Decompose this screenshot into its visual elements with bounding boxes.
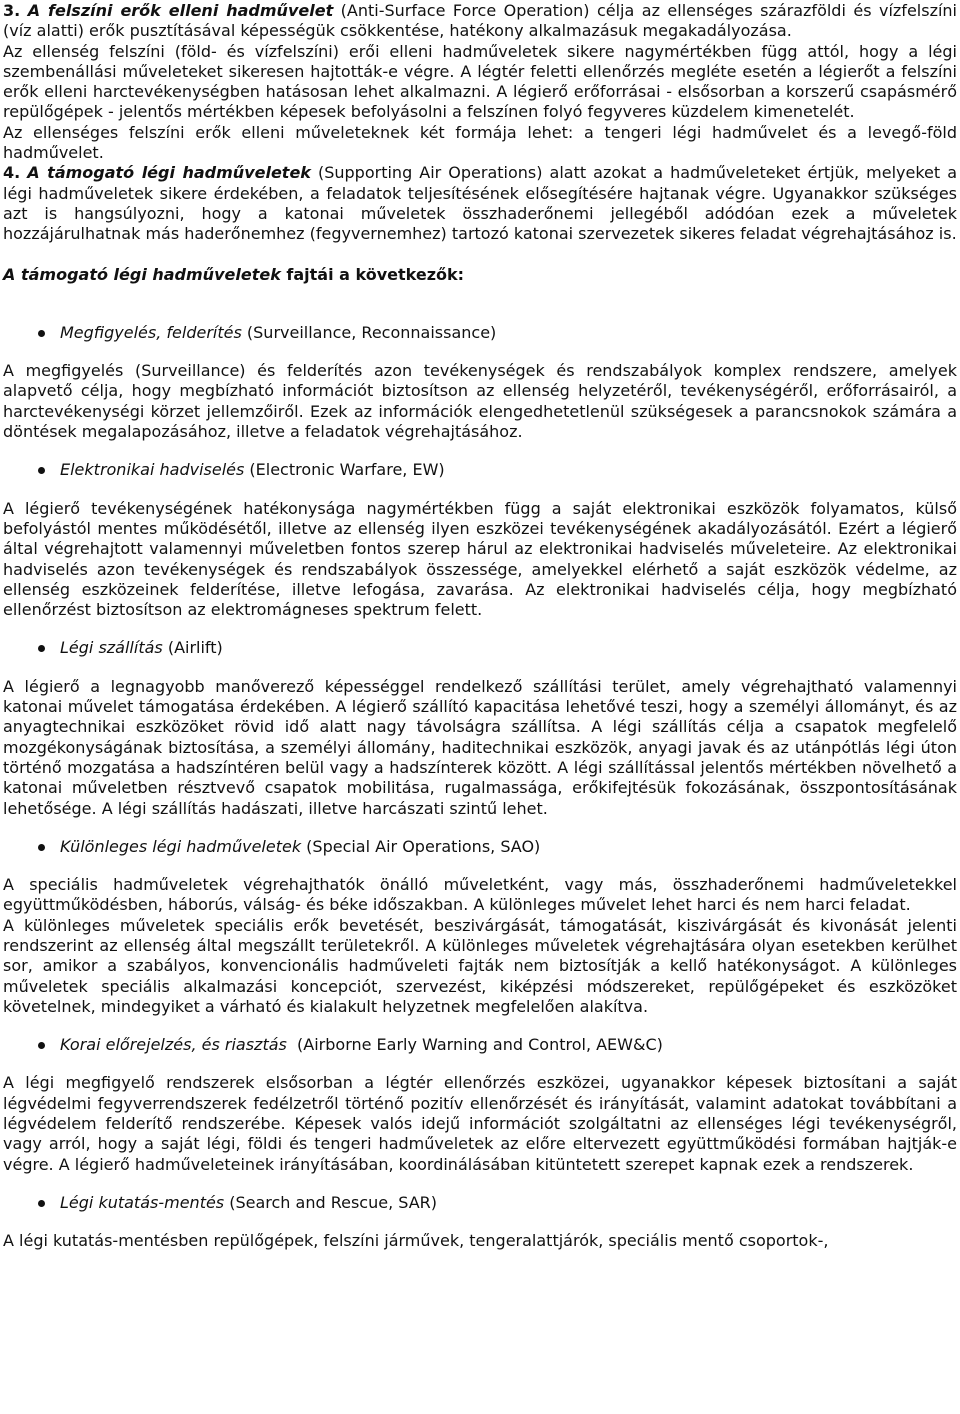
list-item-english-term: (Electronic Warfare, EW)	[244, 460, 445, 480]
list-item-english-term: (Special Air Operations, SAO)	[301, 836, 541, 856]
section-4-title: A támogató légi hadműveletek	[27, 163, 311, 183]
item-paragraph: A különleges műveletek speciális erők bevetését, beszivárgását, támogatását, kiszivárgását és kivonását jelenti rendszerint az ellenség által megszállt területekről. A különleges műveletek végrehajtására olyan esetekben kerülhet sor, amikor a szabályos, konvencionális hadműveleti fajták nem biztosítják a kellő hatékonyságot. A különleges műveletek speciális alkalmazási koncepciót, szervezést, kiképzési módszereket, repülőgépeket és eszközöket követelnek, mindegyiket a várható és kialakult helyzetnek megfelelően alakítva.	[3, 915, 957, 1016]
bullet-icon	[38, 330, 45, 337]
list-item	[3, 460, 957, 480]
list-item-title: Légi szállítás	[60, 638, 163, 658]
section-3-title: A felszíni erők elleni hadművelet	[27, 1, 334, 20]
list-item-english-term: (Surveillance, Reconnaissance)	[241, 322, 497, 342]
section-3-paragraph: Az ellenség felszíni (föld- és vízfelszíni) erői elleni hadműveletek sikere nagymértékben függ attól, hogy a légi szembenállási műveleteket sikeresen hajtották-e végre. A légtér feletti ellenőrzés megléte esetén a légierőt a felszíni erők elleni harctevékenységben hatásosan lehet alkalmazni. A légierő erőforrásai - elsősorban a korszerű csapásmérő repülőgépek - jelentős mértékben képesek befolyásolni a felszínen folyó fegyveres küzdelem kimenetelét.	[3, 41, 957, 122]
support-operation-list	[3, 305, 957, 1252]
item-paragraph: A légierő a legnagyobb manőverező képességgel rendelkező szállítási terület, amely végrehajtható valamennyi katonai művelet támogatása érdekében. A légierő szállító kapacitása lehetővé teszi, hogy a személyi állományt, és az anyagtechnikai eszközöket rövid idő alatt nagy távolságra szállítsa. A légi szállítás célja a csapatok megfelelő mozgékonyságának biztosítása, a személyi állomány, haditechnikai eszközök, anyagi javak és az utánpótlás légi úton történő mozgatása a hadszíntéren belül vagy a hadszínterek között. A légi szállítással jelentős mértékben növelhető a katonai műveletben résztvevő csapatok mobilitása, rugalmassága, erőkifejtésük fokozásának, összpontosításának lehetősége. A légi szállítás hadászati, illetve harcászati szintű lehet.	[3, 676, 957, 818]
list-item-english-term: (Airlift)	[162, 638, 223, 658]
section-4-intro	[3, 163, 957, 244]
bullet-icon	[38, 1200, 45, 1207]
list-item-title: Légi kutatás-mentés	[60, 1192, 225, 1212]
bullet-icon	[38, 467, 45, 474]
list-item-title: Korai előrejelzés, és riasztás	[60, 1035, 287, 1055]
list-item-english-term: (Search and Rescue, SAR)	[224, 1192, 437, 1212]
bullet-icon	[38, 844, 45, 851]
section-3-paragraph: Az ellenséges felszíni erők elleni műveleteknek két formája lehet: a tengeri légi hadművelet és a levegő-föld hadművelet.	[3, 122, 957, 163]
list-item-title: Különleges légi hadműveletek	[60, 836, 302, 856]
item-paragraph: A légi megfigyelő rendszerek elsősorban a légtér ellenőrzés eszközei, ugyanakkor képesek biztosítani a saját légvédelmi fegyverrendszerek fedélzetről történő pozitív ellenőrzését és irányítását, valamint adatokat továbbítani a légvédelem felderítő rendszerébe. Képesek valós idejű információt szolgáltatni az ellenséges légi tevékenységről, vagy arról, hogy a saját légi, földi és tengeri hadműveletek az előre eltervezett együttműködési formában hajtják-e végre. A légierő hadműveleteinek irányításában, koordinálásában kitüntetett szerepet kapnak ezek a rendszerek.	[3, 1073, 957, 1174]
item-paragraph: A speciális hadműveletek végrehajthatók önálló műveletként, vagy más, összhaderőnemi hadműveletekkel együttműködésben, háborús, válság- és béke időszakban. A különleges művelet lehet harci és nem harci feladat.	[3, 875, 957, 915]
section-4-number: 4.	[3, 163, 21, 183]
item-paragraph: A megfigyelés (Surveillance) és felderítés azon tevékenységek és rendszabályok komplex rendszere, amelyek alapvető célja, hogy megbízható információt biztosítson az ellenség helyzetéről, tevékenységéről, erőforrásairól, a harctevékenységi körzet jellemzőiről. Ezek az információk elengedhetetlenül szükségesek a parancsnokok számára a döntések megalapozásához, illetve a feladatok végrehajtásához.	[3, 361, 957, 442]
section-3-text: (Anti-Surface Force Operation) célja az ellenséges szárazföldi és vízfelszíni (víz alatti) erők pusztításával képességük csökkentése, hatékony alkalmazásuk megakadályozása.	[3, 1, 957, 41]
section-3-number: 3.	[3, 1, 21, 20]
bullet-icon	[38, 645, 45, 652]
list-item	[3, 1193, 957, 1213]
bullet-list	[3, 460, 957, 480]
section-3-intro	[3, 1, 957, 42]
bullet-list	[3, 323, 957, 343]
list-item-english-term: (Airborne Early Warning and Control, AEW&C)	[286, 1035, 663, 1055]
list-item-title: Megfigyelés, felderítés	[60, 322, 242, 342]
list-item	[3, 1035, 957, 1055]
item-paragraph: A légierő tevékenységének hatékonysága nagymértékben függ a saját elektronikai eszközök folyamatos, külső befolyástól mentes működésétől, illetve az ellenség ilyen eszközei tevékenységének akadályozásától. Ezért a légierő által végrehajtott valamennyi műveletben fontos szerep hárul az elektronikai hadviselés műveleteire. Az elektronikai hadviselés azon tevékenységek és rendszabályok összessége, amelyekkel elérhető a saját eszközök védelme, az ellenség eszközeinek felderítése, illetve lefogása, zavarása. Az elektronikai hadviselés célja, hogy megbízható ellenőrzést biztosítson az elektromágneses spektrum felett.	[3, 498, 957, 620]
bullet-list	[3, 1193, 957, 1213]
document-page	[3, 1, 957, 1252]
list-item	[3, 837, 957, 857]
list-item	[3, 323, 957, 343]
section-4-text: (Supporting Air Operations) alatt azokat a hadműveleteket értjük, melyeket a légi hadműveletek sikere érdekében, a feladatok teljesítésének elősegítésére hajtanak végre. Ugyanakkor szükséges azt is hangsúlyozni, hogy a katonai műveletek összhaderőnemi jellegéből adódóan ezek a műveletek hozzájárulhatnak más haderőnemhez (fegyvernemhez) tartozó katonai szervezetek sikeres feladat végrehajtásához is.	[3, 163, 957, 244]
types-heading: A támogató légi hadműveletek fajtái a következők:	[3, 264, 465, 284]
item-paragraph: A légi kutatás-mentésben repülőgépek, felszíni járművek, tengeralattjárók, speciális mentő csoportok-,	[3, 1231, 829, 1251]
list-item	[3, 638, 957, 658]
list-item-title: Elektronikai hadviselés	[60, 460, 245, 480]
bullet-list	[3, 1035, 957, 1055]
bullet-list	[3, 638, 957, 658]
bullet-list	[3, 837, 957, 857]
bullet-icon	[38, 1042, 45, 1049]
